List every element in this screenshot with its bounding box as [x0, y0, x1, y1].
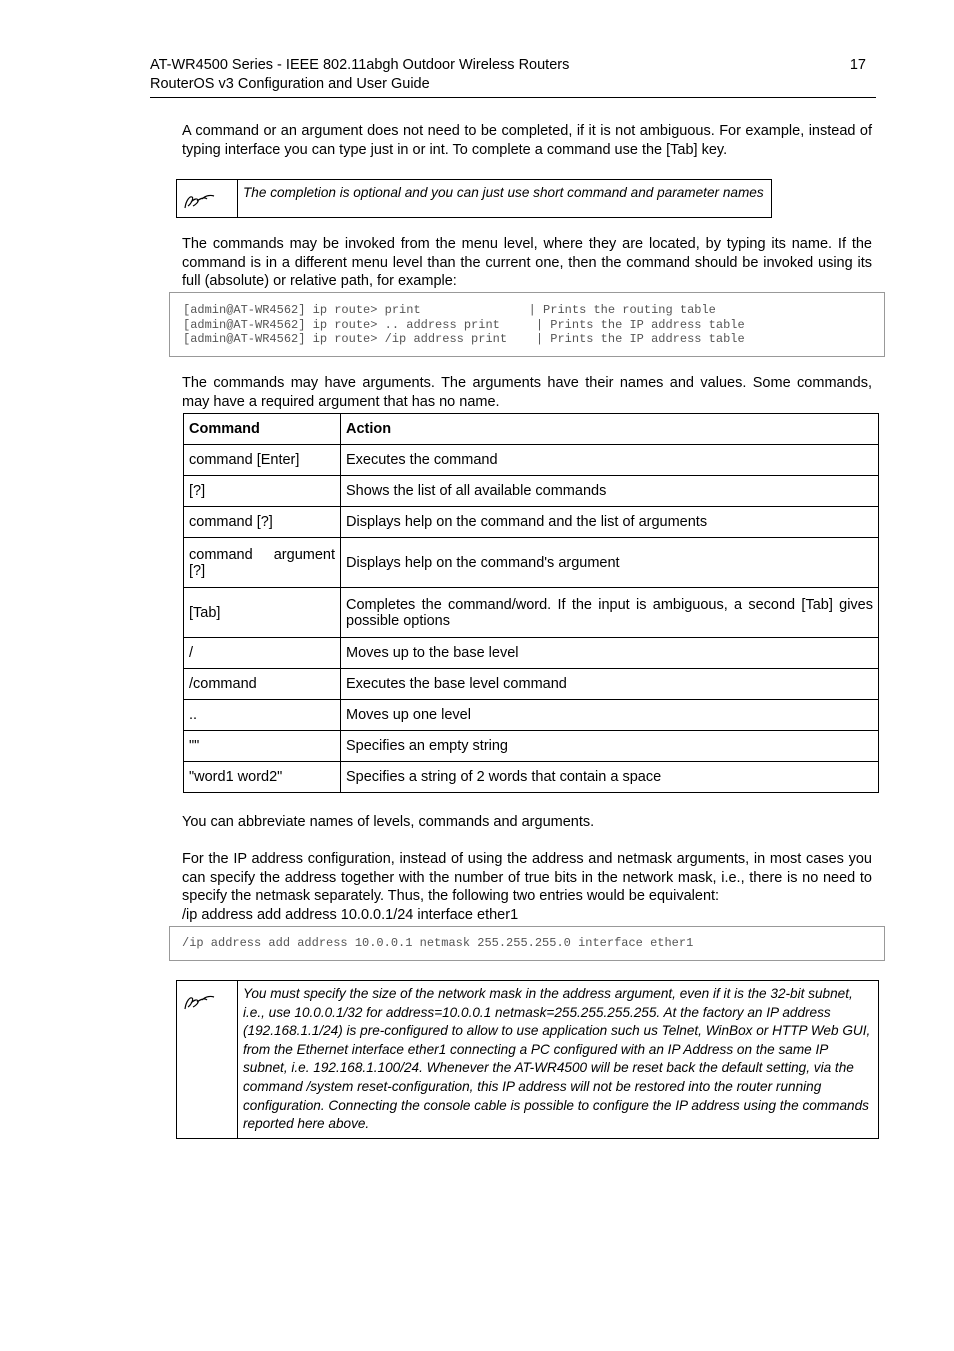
table-cell: .. — [184, 700, 341, 731]
table-cell: Executes the base level command — [341, 669, 879, 700]
code-block-ip — [169, 926, 885, 961]
table-row — [184, 731, 879, 762]
table-row — [184, 445, 879, 476]
table-cell: "" — [184, 731, 341, 762]
table-cell: Specifies a string of 2 words that contain a space — [341, 762, 879, 793]
table-row — [184, 588, 879, 638]
table-cell: Specifies an empty string — [341, 731, 879, 762]
paragraph-ip-config — [182, 850, 872, 924]
table-cell: / — [184, 638, 341, 669]
note-icon-cell — [177, 180, 238, 217]
table-cell: Shows the list of all available commands — [341, 476, 879, 507]
paragraph-completion: A command or an argument does not need to be completed, if it is not ambiguous. For example, instead of typing interface you can type just in or int. To complete a command use the [Tab] key. — [182, 123, 872, 158]
note-icon-cell — [177, 981, 238, 1138]
header-rule — [150, 97, 876, 98]
note-box-ip — [176, 980, 879, 1139]
paragraph-arguments: The commands may have arguments. The arguments have their names and values. Some commands, may have a required argument that has no name. — [182, 375, 872, 410]
table-cell: Displays help on the command's argument — [341, 538, 879, 588]
paragraph-invocation: The commands may be invoked from the menu level, where they are located, by typing its name. If the command is in a different menu level than the current one, then the command should be invoked using its full (absolute) or relative path, for example: — [182, 236, 872, 290]
table-cell: Moves up to the base level — [341, 638, 879, 669]
header-title: AT-WR4500 Series - IEEE 802.11abgh Outdoor Wireless Routers — [150, 57, 570, 73]
page-number: 17 — [849, 57, 866, 73]
table-header-row — [184, 414, 879, 445]
table-cell: command [Enter] — [184, 445, 341, 476]
column-header: Command — [184, 414, 341, 445]
table-row — [184, 700, 879, 731]
table-row — [184, 538, 879, 588]
table-cell: "word1 word2" — [184, 762, 341, 793]
note-box — [176, 179, 772, 218]
table-cell: Displays help on the command and the list of arguments — [341, 507, 879, 538]
code-line: [admin@AT-WR4562] ip route> print | Prints the routing table — [183, 303, 716, 317]
table-cell: Moves up one level — [341, 700, 879, 731]
pointing-hand-icon — [183, 192, 217, 210]
table-row — [184, 638, 879, 669]
table-cell: [Tab] — [184, 588, 341, 638]
pointing-hand-icon — [183, 993, 217, 1011]
paragraph-ip-config-text: For the IP address configuration, instead of using the address and netmask arguments, in most cases you can specify the address together with the number of true bits in the network mask, i.e., there is no need to specify the netmask separately. Thus, the following two entries would be equivalent: — [182, 851, 872, 905]
table-row — [184, 507, 879, 538]
command-table — [183, 413, 879, 793]
code-line: [admin@AT-WR4562] ip route> .. address print | Prints the IP address table — [183, 317, 745, 332]
paragraph-ip-example: /ip address add address 10.0.0.1/24 interface ether1 — [182, 906, 519, 923]
table-cell: command argument [?] — [184, 538, 341, 588]
table-cell: command [?] — [184, 507, 341, 538]
table-cell: /command — [184, 669, 341, 700]
table-row — [184, 476, 879, 507]
table-cell: Completes the command/word. If the input is ambiguous, a second [Tab] gives possible options — [341, 588, 879, 638]
code-block-route — [169, 292, 885, 357]
table-row — [184, 669, 879, 700]
column-header: Action — [341, 414, 879, 445]
header-subtitle: RouterOS v3 Configuration and User Guide — [150, 76, 430, 92]
page-header — [150, 56, 876, 94]
code-line: /ip address add address 10.0.0.1 netmask 255.255.255.0 interface ether1 — [182, 936, 694, 950]
paragraph-abbreviate: You can abbreviate names of levels, commands and arguments. — [182, 814, 595, 830]
code-line: [admin@AT-WR4562] ip route> /ip address print | Prints the IP address table — [183, 332, 745, 346]
table-cell: [?] — [184, 476, 341, 507]
table-row — [184, 762, 879, 793]
note-text: The completion is optional and you can just use short command and parameter names — [243, 185, 764, 200]
note-text: You must specify the size of the network mask in the address argument, even if it is the 32-bit subnet, i.e., use 10.0.0.1/32 for address=10.0.0.1 netmask=255.255.255.255. At the factory an IP address (192.168.1.1/24) is pre-configured to allow to use application such us Telnet, WinBox or HTTP Web GUI, from the Ethernet interface ether1 connecting a PC configured with an IP Address on the same IP subnet, i.e. 192.168.1.100/24. Whenever the AT-WR4500 will be reset back the default setting, via the command /system reset-configuration, this IP address will not be restored into the router running configuration. Connecting the console cable is possible to configure the IP address using the commands reported here above. — [243, 986, 871, 1132]
table-cell: Executes the command — [341, 445, 879, 476]
